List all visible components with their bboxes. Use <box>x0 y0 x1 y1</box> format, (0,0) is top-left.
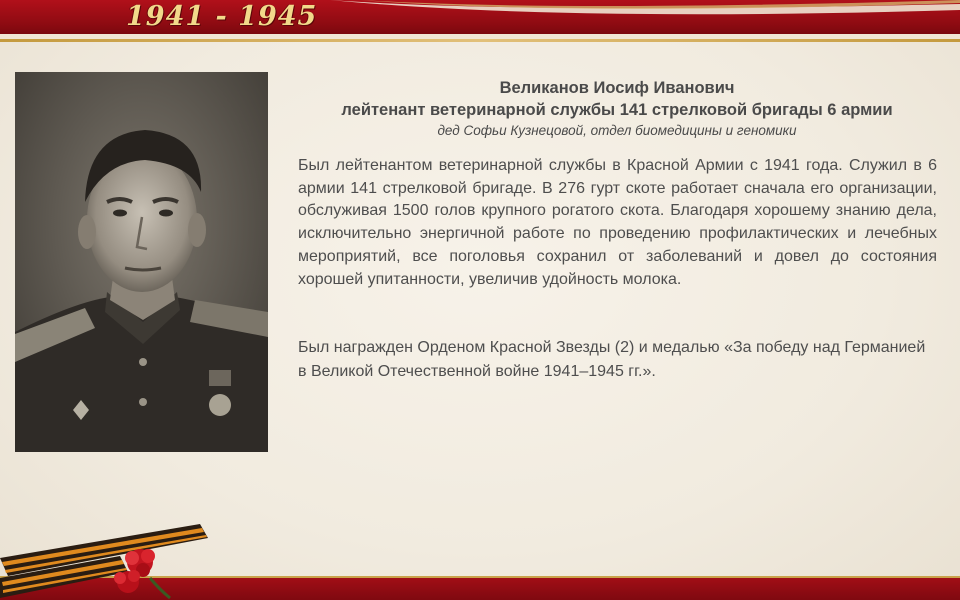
awards-paragraph: Был награжден Орденом Красной Звезды (2) и медалью «За победу над Германией в Великой Отечественной войне 1941–1945 гг.». <box>298 339 926 380</box>
person-rank: лейтенант ветеринарной службы 141 стрелковой бригады 6 армии <box>341 101 893 119</box>
person-name: Великанов Иосиф Иванович <box>499 79 735 97</box>
portrait-photo <box>15 72 268 452</box>
st-george-ribbon-icon <box>0 518 220 600</box>
person-relation: дед Софьи Кузнецовой, отдел биомедицины и геномики <box>437 123 797 138</box>
person-heading <box>292 78 942 140</box>
biography-paragraph: Был лейтенантом ветеринарной службы в Красной Армии с 1941 года. Служил в 6 армии 141 стрелковой бригаде. В 276 гурт скоте работает сначала его организации, обслуживая 1500 голов крупного рогатого скота. Благодаря хорошему знанию дела, исключительно энергичной работе по проведению профилактических и лечебных мероприятий, все поголовья сохранил от заболеваний и довел до состояния хорошей упитанности, увеличив удойность молока. <box>298 157 937 288</box>
years-title: 1941 - 1945 <box>126 1 318 32</box>
